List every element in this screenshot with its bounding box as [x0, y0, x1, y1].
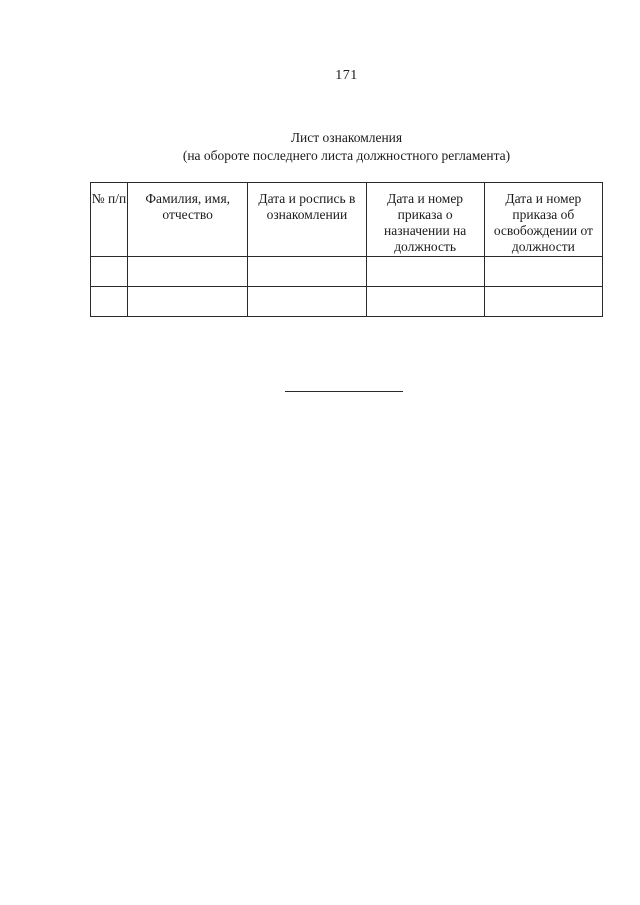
header-dismissal-order: Дата и номер приказа об освобождении от должности	[484, 183, 602, 257]
page-number: 171	[335, 68, 358, 83]
table-cell	[128, 257, 248, 287]
table-row	[91, 257, 603, 287]
table-cell	[366, 257, 484, 287]
header-date-signature: Дата и роспись в ознакомлении	[248, 183, 366, 257]
table-header-row	[91, 183, 603, 257]
header-appointment-order: Дата и номер приказа о назначении на должность	[366, 183, 484, 257]
table-cell	[484, 287, 602, 317]
table-cell	[366, 287, 484, 317]
table-cell	[248, 257, 366, 287]
header-number: № п/п	[91, 183, 128, 257]
table-cell	[91, 287, 128, 317]
header-full-name: Фамилия, имя, отчество	[128, 183, 248, 257]
separator-line	[285, 391, 403, 392]
table-row	[91, 287, 603, 317]
title-block	[90, 129, 603, 165]
table-cell	[91, 257, 128, 287]
document-subtitle: (на обороте последнего листа должностного регламента)	[182, 148, 511, 163]
document-title: Лист ознакомления	[290, 130, 403, 145]
acknowledgement-table	[90, 182, 603, 317]
table-cell	[128, 287, 248, 317]
table-cell	[484, 257, 602, 287]
table-cell	[248, 287, 366, 317]
